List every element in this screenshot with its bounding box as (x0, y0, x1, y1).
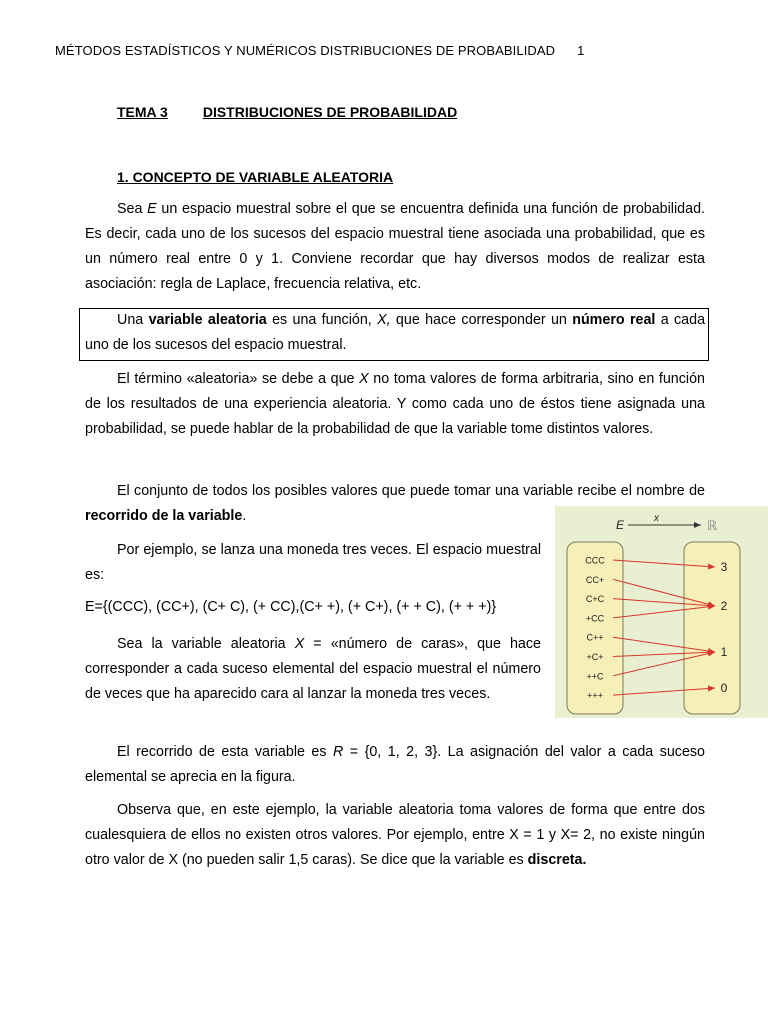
function-label: x (654, 513, 659, 524)
domain-label: E (616, 518, 625, 532)
paragraph-variable: Sea la variable aleatoria X = «número de caras», que hace corresponder a cada suceso elemental del espacio muestral el número de veces que ha aparecido cara al lanzar la moneda tres veces. (85, 636, 541, 702)
outcome-label: C+C (585, 594, 605, 605)
chapter-heading (117, 104, 457, 120)
outcome-label: +++ (587, 690, 603, 701)
value-label: 1 (720, 645, 728, 659)
chapter-title: DISTRIBUCIONES DE PROBABILIDAD (202, 104, 458, 120)
page-number: 1 (577, 43, 585, 58)
mapping-figure (555, 506, 768, 718)
outcome-label: ++C (586, 671, 604, 682)
domain-box (567, 542, 623, 714)
running-header (55, 43, 585, 58)
header-title: MÉTODOS ESTADÍSTICOS Y NUMÉRICOS DISTRIBUCIONES DE PROBABILIDAD (55, 43, 556, 58)
outcome-label: +CC (585, 613, 605, 624)
paragraph-example: Por ejemplo, se lanza una moneda tres veces. El espacio muestral es: (85, 542, 541, 583)
paragraph-intro: Sea E un espacio muestral sobre el que se encuentra definida una función de probabilidad. Es decir, cada uno de los sucesos del espacio muestral tiene asociada una probabilidad, que es un número real entre 0 y 1. Conviene recordar que hay diversos modos de realizar esta asociación: regla de Laplace, frecuencia relativa, etc. (85, 201, 705, 292)
outcome-label: CCC (585, 555, 605, 566)
outcome-label: C++ (586, 632, 604, 643)
definition-text: Una variable aleatoria es una función, X, que hace corresponder un número real a cada uno de los sucesos del espacio muestral. (85, 312, 706, 353)
mapping-diagram (555, 506, 768, 718)
section-heading: 1. CONCEPTO DE VARIABLE ALEATORIA (117, 169, 394, 185)
outcome-label: +C+ (586, 652, 604, 662)
value-label: 0 (720, 681, 728, 695)
value-label: 3 (720, 560, 728, 574)
codomain-label: ℝ (707, 518, 718, 533)
paragraph-aleatoria: El término «aleatoria» se debe a que X no toma valores de forma arbitraria, sino en función de los resultados de una experiencia aleatoria. Y como cada uno de éstos tiene asignada una probabilidad, se puede hablar de la probabilidad de que la variable tome distintos valores. (85, 371, 705, 437)
value-label: 2 (720, 599, 728, 613)
outcome-label: CC+ (585, 574, 605, 585)
chapter-number: TEMA 3 (117, 104, 168, 120)
sample-space: E={(CCC), (CC+), (C+ C), (+ CC),(C+ +), (+ C+), (+ + C), (+ + +)} (85, 599, 497, 615)
paragraph-discrete: Observa que, en este ejemplo, la variable aleatoria toma valores de forma que entre dos cualesquiera de ellos no existen otros valores. Por ejemplo, entre X = 1 y X= 2, no existe ningún otro valor de X (no pueden salir 1,5 caras). Se dice que la variable es discreta. (85, 802, 705, 868)
paragraph-recorrido: El conjunto de todos los posibles valores que puede tomar una variable recibe el nombre de recorrido de la variable. (85, 483, 705, 524)
paragraph-range: El recorrido de esta variable es R = {0, 1, 2, 3}. La asignación del valor a cada suceso elemental se aprecia en la figura. (85, 744, 705, 785)
